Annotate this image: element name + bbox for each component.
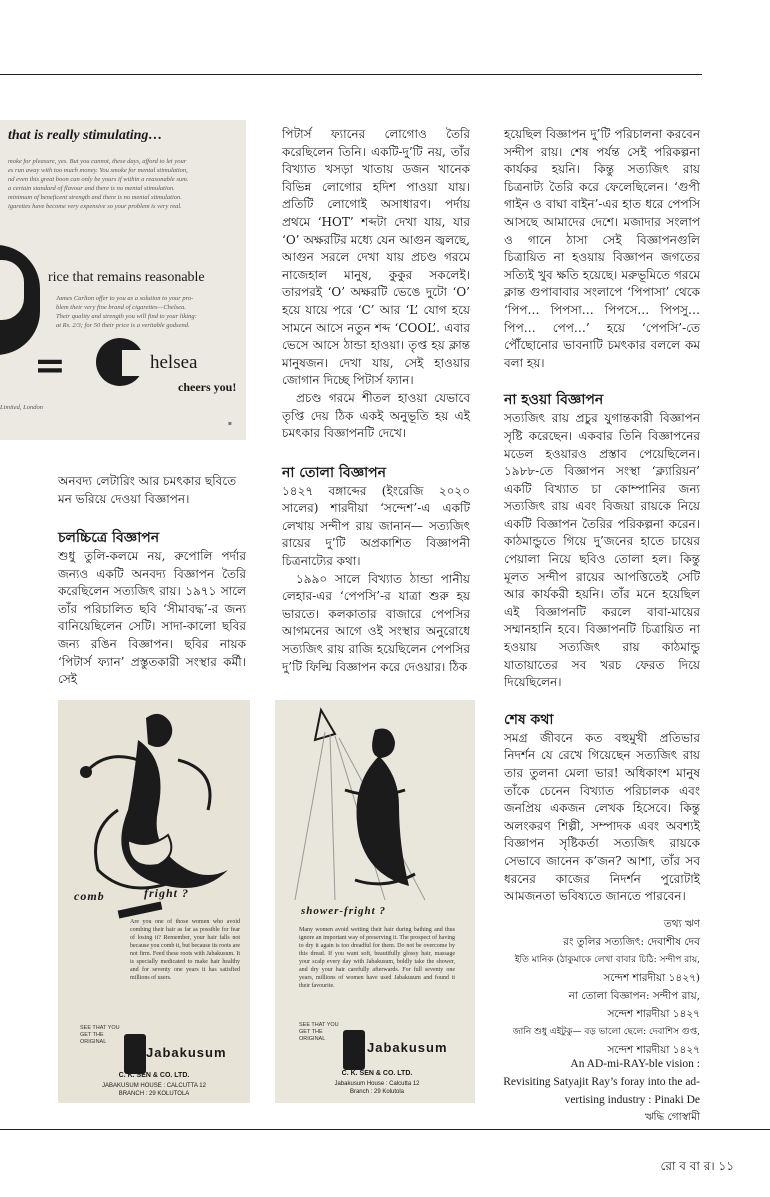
- credit-line: না তোলা বিজ্ঞাপন: সন্দীপ রায়,: [568, 990, 700, 1002]
- ad-see-original: SEE THAT YOU GET THE ORIGINAL: [299, 1022, 339, 1042]
- comb-icon: [118, 902, 163, 919]
- comb-fright-ad: [58, 700, 250, 1103]
- credit-line: রং তুলির সত্যজিৎ: দেবাশীষ দেব: [563, 936, 700, 948]
- woman-combing-illustration: [58, 700, 250, 900]
- credit-line: ইতি মানিক (ঠাকুমাকে লেখা বাবার চিঠি: সন্দীপ রায়,: [514, 955, 700, 965]
- section-heading: শেষ কথা: [504, 711, 554, 728]
- column-1: [58, 528, 246, 689]
- paragraph: ১৪২৭ বঙ্গাব্দের (ইংরেজি ২০২০ সালের) শারদীয়া ‘সন্দেশ’-এ একটি লেখায় সন্দীপ রায় জানান— সত্যজিৎ রায়ের দু’টি অপ্রকাশিত বিজ্ঞাপনী চিত্রনাট্যের কথা।: [282, 483, 470, 569]
- author-name: ঋদ্ধি গোস্বামী: [644, 1111, 700, 1123]
- bottom-rule: [0, 1129, 770, 1130]
- section-heading: না তোলা বিজ্ঞাপন: [282, 464, 387, 481]
- jar-icon: [343, 1030, 365, 1070]
- ad-brand: Jabakusum: [146, 1045, 227, 1060]
- image-caption: অনবদ্য লেটারিং আর চমৎকার ছবিতে মন ভরিয়ে দেওয়া বিজ্ঞাপন।: [58, 474, 237, 506]
- paragraph: সত্যজিৎ রায় প্রচুর যুগান্তকারী বিজ্ঞাপন সৃষ্টি করেছেন। একবার তিনি বিজ্ঞাপনের মডেল হওয়ারও প্রস্তাব পেয়েছিলেন। ১৯৮৮-তে বিজ্ঞাপন সংস্থা ‘ক্ল্যারিয়ন’ একটি বিখ্যাত চা কোম্পানির জন্য সত্যজিৎ রায় এবং বিজয়া রায়কে নিয়ে একটি বিজ্ঞাপন তৈরির পরিকল্পনা করেন। কাঠমান্ডুতে গিয়ে দু’জনের হাতে চায়ের পেয়ালা নিয়ে ছবিও তোলা হল। কিন্তু মূলত সন্দীপ রায়ের আপত্তিতেই সেটি আর কার্যকরী হয়নি। তাঁর মনে হয়েছিল এই বিজ্ঞাপনটি করলে বাবা-মায়ের সম্মানহানি হবে। বিজ্ঞাপনটি চিত্রায়িত না হওয়ায় সত্যজিৎ রায় কাঠমান্ডু যাতায়াতের সব খরচ ফেরত দিয়ে দিয়েছিলেন।: [504, 411, 700, 690]
- section-heading: চলচ্চিত্রে বিজ্ঞাপন: [58, 530, 160, 546]
- ad-company: C. K. SEN & CO. LTD.: [118, 1072, 190, 1079]
- price-headline: rice that remains reasonable: [48, 270, 205, 285]
- ad-see-original: SEE THAT YOU GET THE ORIGINAL: [80, 1025, 120, 1045]
- ad-body: Many women avoid wetting their hair during bathing and thus ignore an important way of preserving it. The prospect of having to dry it again is too dreadful for them. Do not be overcome by this dread. If you want soft, beautifully glossy hair, massage your scalp every day with Jabakusum, boldly take the shower, and dry your hair carefully afterwards. For full seventy one years, millions of women have used Jabakusum and found it their favourite.: [299, 927, 455, 989]
- credits-block: [504, 915, 700, 1059]
- ad-headline: comb: [74, 889, 105, 903]
- paragraph: প্রচণ্ড গরমে শীতল হাওয়া যেভাবে তৃপ্তি দেয় ঠিক একই অনুভূতি হয় এই চমৎকার বিজ্ঞাপনটি দেখে।: [282, 390, 470, 441]
- ad-body-line: igarettes have become very expensive so your problem is very real.: [8, 203, 182, 210]
- ad-headline-2: fright ?: [144, 886, 190, 900]
- ad-tagline: cheers you!: [178, 380, 237, 394]
- paragraph: শুধু তুলি-কলমে নয়, রুপোলি পর্দার জন্যও একটি অনবদ্য বিজ্ঞাপন তৈরি করেছিলেন সত্যজিৎ রায়। ১৯৭১ সালে তাঁর পরিচালিত ছবি ‘সীমাবদ্ধ’-র জন্য বানিয়েছিলেন সেটি। সাদা-কালো ছবির জন্য রঙিন বিজ্ঞাপন। ছবির নায়ক ‘পিটার্স ফ্যান’ প্রস্তুতকারী সংস্থার কর্মী। সেই: [58, 549, 246, 687]
- woman-shower-illustration: [275, 700, 475, 910]
- ad-body: Are you one of those women who avoid combing their hair as far as possible for fear of losing it? Remember, your hair falls not because you comb it, but because its roots are not firm. Feed these roots with Jabakusum. It is specially medicated to make hair healthy and for seventy one years it has satisfied millions of users.: [130, 919, 240, 981]
- ad-body-line: moke for pleasure, yes. But you cannot, these days, afford to let your: [8, 158, 187, 165]
- ad-body-line: nd even this great boon can only be yours if within a reasonable sum.: [8, 176, 189, 183]
- ad-body-line: es run away with too much money. You smoke for mental stimulation,: [8, 167, 188, 174]
- brand-name: helsea: [150, 352, 198, 373]
- credit-line: সন্দেশ শারদীয়া ১৪২৭: [607, 1008, 700, 1020]
- chelsea-ad-image: [0, 120, 246, 440]
- equals-sign: =: [34, 342, 66, 387]
- credit-line: তথ্য ঋণ: [663, 918, 700, 930]
- top-rule: [0, 74, 702, 75]
- ad-body-line: a certain standard of flavour and there is no mental stimulation.: [8, 185, 175, 192]
- column-3: [504, 126, 700, 906]
- credit-line: জানি শুধু এইটুকু— বড় ভালো ছেলে: দেবাশিস গুপ্ত,: [512, 1027, 700, 1037]
- column-2: [282, 126, 470, 676]
- ad-brand: Jabakusum: [367, 1040, 448, 1055]
- price-body-line: James Carlton offer to you as a solution to your pro-: [56, 295, 194, 302]
- ad-address: JABAKUSUM HOUSE : CALCUTTA 12 BRANCH : 29 KOLUTOLA: [102, 1083, 206, 1097]
- english-title-line: Revisiting Satyajit Ray’s foray into the ad-: [503, 1076, 700, 1088]
- big-c-opening: [122, 350, 152, 376]
- credit-line: সন্দেশ শারদীয়া ১৪২৭): [603, 972, 700, 984]
- english-title-line: vertising industry : Pinaki De: [564, 1094, 700, 1106]
- price-body-line: at Rs. 2/3; for 50 their price is a veritable godsend.: [56, 322, 190, 329]
- ad-company: Limited, London: [0, 404, 43, 411]
- shower-fright-ad: [275, 700, 475, 1103]
- section-heading: না হওয়া বিজ্ঞাপন: [504, 392, 604, 409]
- paragraph: পিটার্স ফ্যানের লোগোও তৈরি করেছিলেন তিনি। একটি-দু’টি নয়, তাঁর বিখ্যাত খসড়া খাতায় ডজন খানেক বিভিন্ন লোগোর হদিশ পাওয়া যায়। প্রতিটি লোগোই অসাধারণ। পর্দায় প্রথমে ‘HOT’ শব্দটা দেখা যায়, যার ‘O’ অক্ষরটির মধ্যে যেন আগুন জ্বলছে, আগুন সরলে দেখা যায় প্রচণ্ড গরমে নাজেহাল মানুষ, কুকুর সকলেই। তারপরই ‘O’ অক্ষরটি ভেঙে দুটো ‘O’ হয়ে যায়ে পরে ‘C’ আর ‘L’ যোগ হয়ে সামনে আসে নতুন শব্দ ‘COOL’. এবার ভেসে আসে ঠান্ডা হাওয়া। তৃপ্ত হয় ক্লান্ত মানুষজন। দেখা যায়, সেই হাওয়ার জোগান দিচ্ছে পিটার্স ফ্যান।: [282, 127, 470, 388]
- english-title-line: An AD-mi-RAY-ble vision :: [570, 1058, 700, 1070]
- ad-address: Jabakusum House : Calcutta 12 Branch : 29 Kolutola: [334, 1081, 420, 1095]
- ad-headline: shower-fright ?: [301, 905, 386, 917]
- page-footer: রো ব বা র। ১১: [660, 1159, 734, 1173]
- paragraph: হয়েছিল বিজ্ঞাপন দু’টি পরিচালনা করবেন সন্দীপ রায়। শেষ পর্যন্ত সেই পরিকল্পনা কার্যকর হয়নি। কিন্তু সত্যজিৎ রায় চিত্রনাট্য তৈরি করে ফেলেছিলেন। ‘গুপী গাইন ও বাঘা বাইন’-এর হাত ধরে পেপসি আসছে আমাদের দেশে। মজাদার সংলাপ ও গানে ঠাসা সেই বিজ্ঞাপনগুলি চিত্রায়িত না হওয়ায় বিজ্ঞাপন জগতের সত্যিই খুব ক্ষতি হয়েছে। মরুভূমিতে গরমে ক্লান্ত গুপাবাবার সংলাপে ‘পিপাসা’ থেকে ‘পিপ… পিপসা… পিপসে… পিপসু… পিপ… পেপ…’ হয়ে ‘পেপসি’-তে পৌঁছোনোর ভাবনাটি চমৎকার বললে কম বলা হয়।: [504, 127, 700, 370]
- credit-line: সন্দেশ শারদীয়া ১৪২৭: [607, 1044, 700, 1056]
- jar-icon: [124, 1034, 146, 1074]
- ad-code-mark: ▪: [227, 420, 232, 427]
- ad-company: C. K. SEN & CO. LTD.: [341, 1070, 413, 1077]
- paragraph: সমগ্র জীবনে কত বহুমুখী প্রতিভার নিদর্শন যে রেখে গিয়েছেন সত্যজিৎ রায় তার তুলনা মেলা ভার! অধিকাংশ মানুষ তাঁকে চেনেন বিখ্যাত পরিচালক এবং জনপ্রিয় একজন লেখক হিসেবে। কিন্তু অলংকরণ শিল্পী, সম্পাদক এবং অবশ্যই বিজ্ঞাপন সৃষ্টিকর্তা সত্যজিৎ রায়কে সেভাবে জানেন ক’জন? আশা, তাঁর সব ধরনের কাজের নিদর্শন পুরোটাই আমজনতা ভবিষ্যতে জানতে পারবেন।: [504, 730, 700, 904]
- price-body-line: blem their very fine brand of cigarettes—Chelsea.: [56, 304, 186, 311]
- paragraph: ১৯৯০ সালে বিখ্যাত ঠান্ডা পানীয় লেহার-এর ‘পেপসি’-র যাত্রা শুরু হয় ভারতে। কলকাতার বাজারে পেপসির আগমনের আগে ওই সংস্থার অনুরোধে সত্যজিৎ রায় রাজি হয়েছিলেন পেপসির দু’টি ফিল্মি বিজ্ঞাপন করে দেওয়ার। ঠিক: [282, 571, 470, 674]
- price-body-line: Their quality and strength you will find to your liking:: [56, 313, 197, 320]
- english-title: [500, 1055, 700, 1109]
- ad-headline: that is really stimulating…: [8, 128, 163, 143]
- ad-body-line: minimum of beneficent strength and there is no mental stimulation.: [8, 194, 182, 201]
